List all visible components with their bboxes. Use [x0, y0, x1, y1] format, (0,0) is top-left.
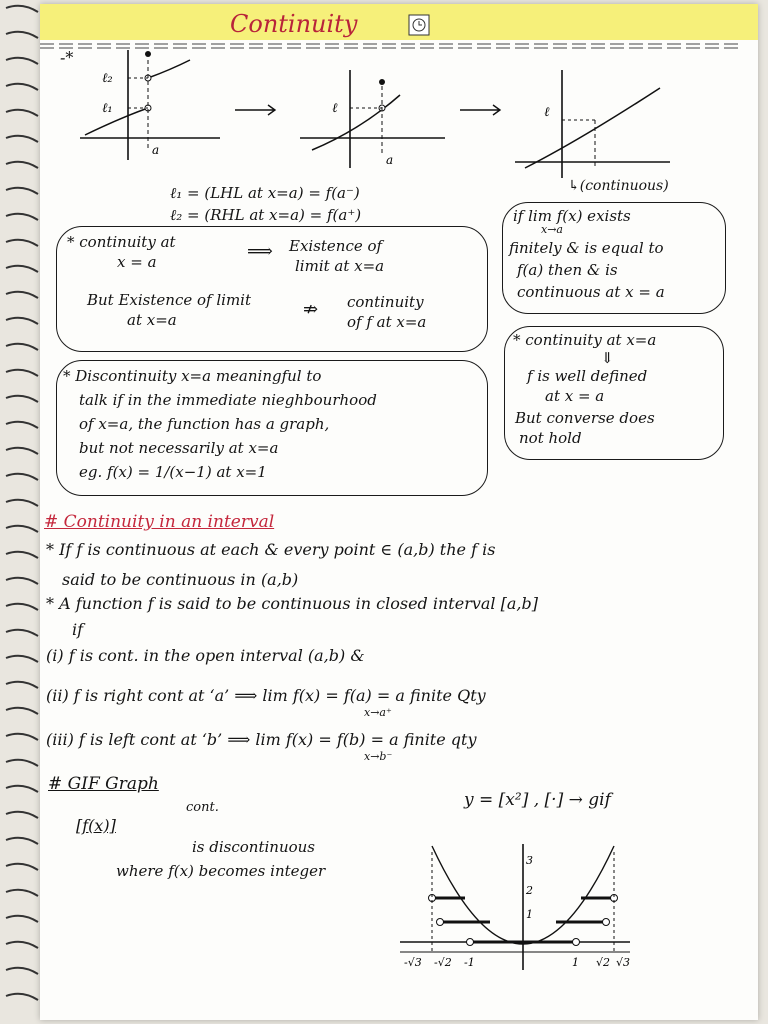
spiral-coil [6, 32, 38, 38]
spiral-coil [6, 344, 38, 350]
spiral-coil [6, 6, 38, 12]
disc-line2: talk if in the immediate nieghbourhood [79, 391, 377, 409]
box-left-right1: Existence of [289, 237, 383, 255]
spiral-coil [6, 864, 38, 870]
interval-cond-ii-sub: x→a⁺ [364, 706, 392, 719]
x-tick-neg-root2: -√2 [434, 956, 452, 969]
spiral-coil [6, 318, 38, 324]
spiral-coil [6, 552, 38, 558]
interval-cond-iii: (iii) f is left cont at ‘b’ ⟹ lim f(x) = f(b) = a finite qty [46, 730, 477, 749]
box-right-line4: continuous at x = a [517, 283, 665, 301]
interval-p2a: * A function f is said to be continuous in closed interval [a,b] [46, 594, 538, 613]
spiral-coil [6, 838, 38, 844]
box-left-but-right2: of f at x=a [347, 313, 427, 331]
l1-label: ℓ₁ [102, 101, 113, 116]
def-rhl: ℓ₂ = (RHL at x=a) = f(a⁺) [170, 206, 362, 224]
spiral-coil [6, 968, 38, 974]
spiral-coil [6, 708, 38, 714]
title-highlight [40, 4, 758, 40]
spiral-coil [6, 526, 38, 532]
implies-arrow: ⟹ [247, 241, 273, 262]
box-left-but2: at x=a [127, 311, 177, 329]
spiral-coil [6, 188, 38, 194]
spiral-coil [6, 786, 38, 792]
disc-line1: * Discontinuity x=a meaningful to [63, 367, 322, 385]
interval-cond-iii-sub: x→b⁻ [364, 750, 393, 763]
spiral-coil [6, 214, 38, 220]
box-right-line2: finitely & is equal to [509, 239, 664, 257]
interval-cond-ii: (ii) f is right cont at ‘a’ ⟹ lim f(x) = f(a) = a finite Qty [46, 686, 486, 705]
box-right2-line6: not hold [519, 429, 582, 447]
gif-graph [390, 842, 640, 978]
disc-example: eg. f(x) = 1/(x−1) at x=1 [79, 463, 267, 481]
spiral-coil [6, 292, 38, 298]
spiral-coil [6, 448, 38, 454]
spiral-coil [6, 682, 38, 688]
box-right2-line3: f is well defined [527, 367, 648, 385]
x-tick-1: 1 [572, 956, 579, 969]
l2-label: ℓ₂ [102, 71, 113, 86]
spiral-binding [0, 0, 40, 1024]
spiral-coil [6, 500, 38, 506]
disc-line3: of x=a, the function has a graph, [79, 415, 330, 433]
x-tick-root2: √2 [596, 956, 611, 969]
continuous-note: ↳(continuous) [568, 178, 669, 194]
spiral-coil [6, 422, 38, 428]
y-tick-3: 3 [526, 854, 533, 867]
discontinuity-box [56, 360, 488, 496]
spiral-coil [6, 994, 38, 1000]
spiral-coil [6, 240, 38, 246]
spiral-coil [6, 760, 38, 766]
well-defined-box [504, 326, 724, 460]
spiral-coil [6, 604, 38, 610]
lim-condition-box [502, 202, 726, 314]
star-marker: -* [60, 48, 74, 67]
continuity-limit-box [56, 226, 488, 352]
l-label-right: ℓ [544, 105, 550, 120]
gif-disc2: where f(x) becomes integer [116, 862, 326, 880]
clock-icon [408, 14, 430, 36]
box-left-but-right1: continuity [347, 293, 424, 311]
x-tick-root3: √3 [616, 956, 631, 969]
box-right-line3: f(a) then & is [517, 261, 618, 279]
spiral-coil [6, 84, 38, 90]
spiral-coil [6, 890, 38, 896]
box-left-right2: limit at x=a [295, 257, 385, 275]
gif-equation: y = [x²] , [·] → gif [464, 790, 611, 810]
spiral-coil [6, 396, 38, 402]
spiral-coil [6, 578, 38, 584]
y-tick-2: 2 [526, 884, 533, 897]
spiral-coil [6, 136, 38, 142]
page-title: Continuity [230, 10, 358, 38]
spiral-coil [6, 110, 38, 116]
box-right2-arrow: ⇓ [601, 349, 614, 367]
gif-heading: # GIF Graph [48, 774, 159, 794]
spiral-coil [6, 162, 38, 168]
x-tick-neg-root3: -√3 [404, 956, 422, 969]
gif-cont: cont. [186, 800, 219, 815]
spiral-coil [6, 474, 38, 480]
limit-sketches [60, 50, 750, 180]
box-right2-line5: But converse does [515, 409, 655, 427]
interval-p1a: * If f is continuous at each & every point ∈ (a,b) the f is [46, 540, 496, 559]
interval-p2b: if [72, 620, 84, 639]
spiral-coil [6, 630, 38, 636]
a-label-2: a [386, 153, 394, 167]
interval-cond-i: (i) f is cont. in the open interval (a,b) & [46, 646, 365, 665]
def-lhl: ℓ₁ = (LHL at x=a) = f(a⁻) [170, 184, 360, 202]
not-implies-arrow: ⇏ [303, 299, 319, 320]
box-right2-line4: at x = a [545, 387, 605, 405]
interval-p1b: said to be continuous in (a,b) [62, 570, 299, 589]
spiral-coil [6, 916, 38, 922]
gif-fx: [f(x)] [76, 816, 116, 835]
l-label-mid: ℓ [332, 101, 338, 116]
spiral-coil [6, 812, 38, 818]
box-right-sub: x→a [541, 223, 563, 236]
interval-heading: # Continuity in an interval [44, 512, 275, 532]
box-right2-line1: * continuity at x=a [513, 331, 657, 349]
gif-disc1: is discontinuous [192, 838, 315, 856]
box-left-line2: x = a [117, 253, 157, 271]
spiral-coil [6, 942, 38, 948]
y-tick-1: 1 [526, 908, 533, 921]
spiral-coil [6, 266, 38, 272]
a-label-1: a [152, 143, 160, 157]
spiral-coil [6, 58, 38, 64]
disc-line4: but not necessarily at x=a [79, 439, 279, 457]
spiral-coil [6, 734, 38, 740]
box-right-line1: if lim f(x) exists [513, 207, 631, 225]
box-left-line1: * continuity at [67, 233, 176, 251]
x-tick-neg-1: -1 [464, 956, 475, 969]
notebook-page [40, 4, 758, 1020]
spiral-coil [6, 370, 38, 376]
spiral-coil [6, 656, 38, 662]
box-left-but1: But Existence of limit [87, 291, 251, 309]
